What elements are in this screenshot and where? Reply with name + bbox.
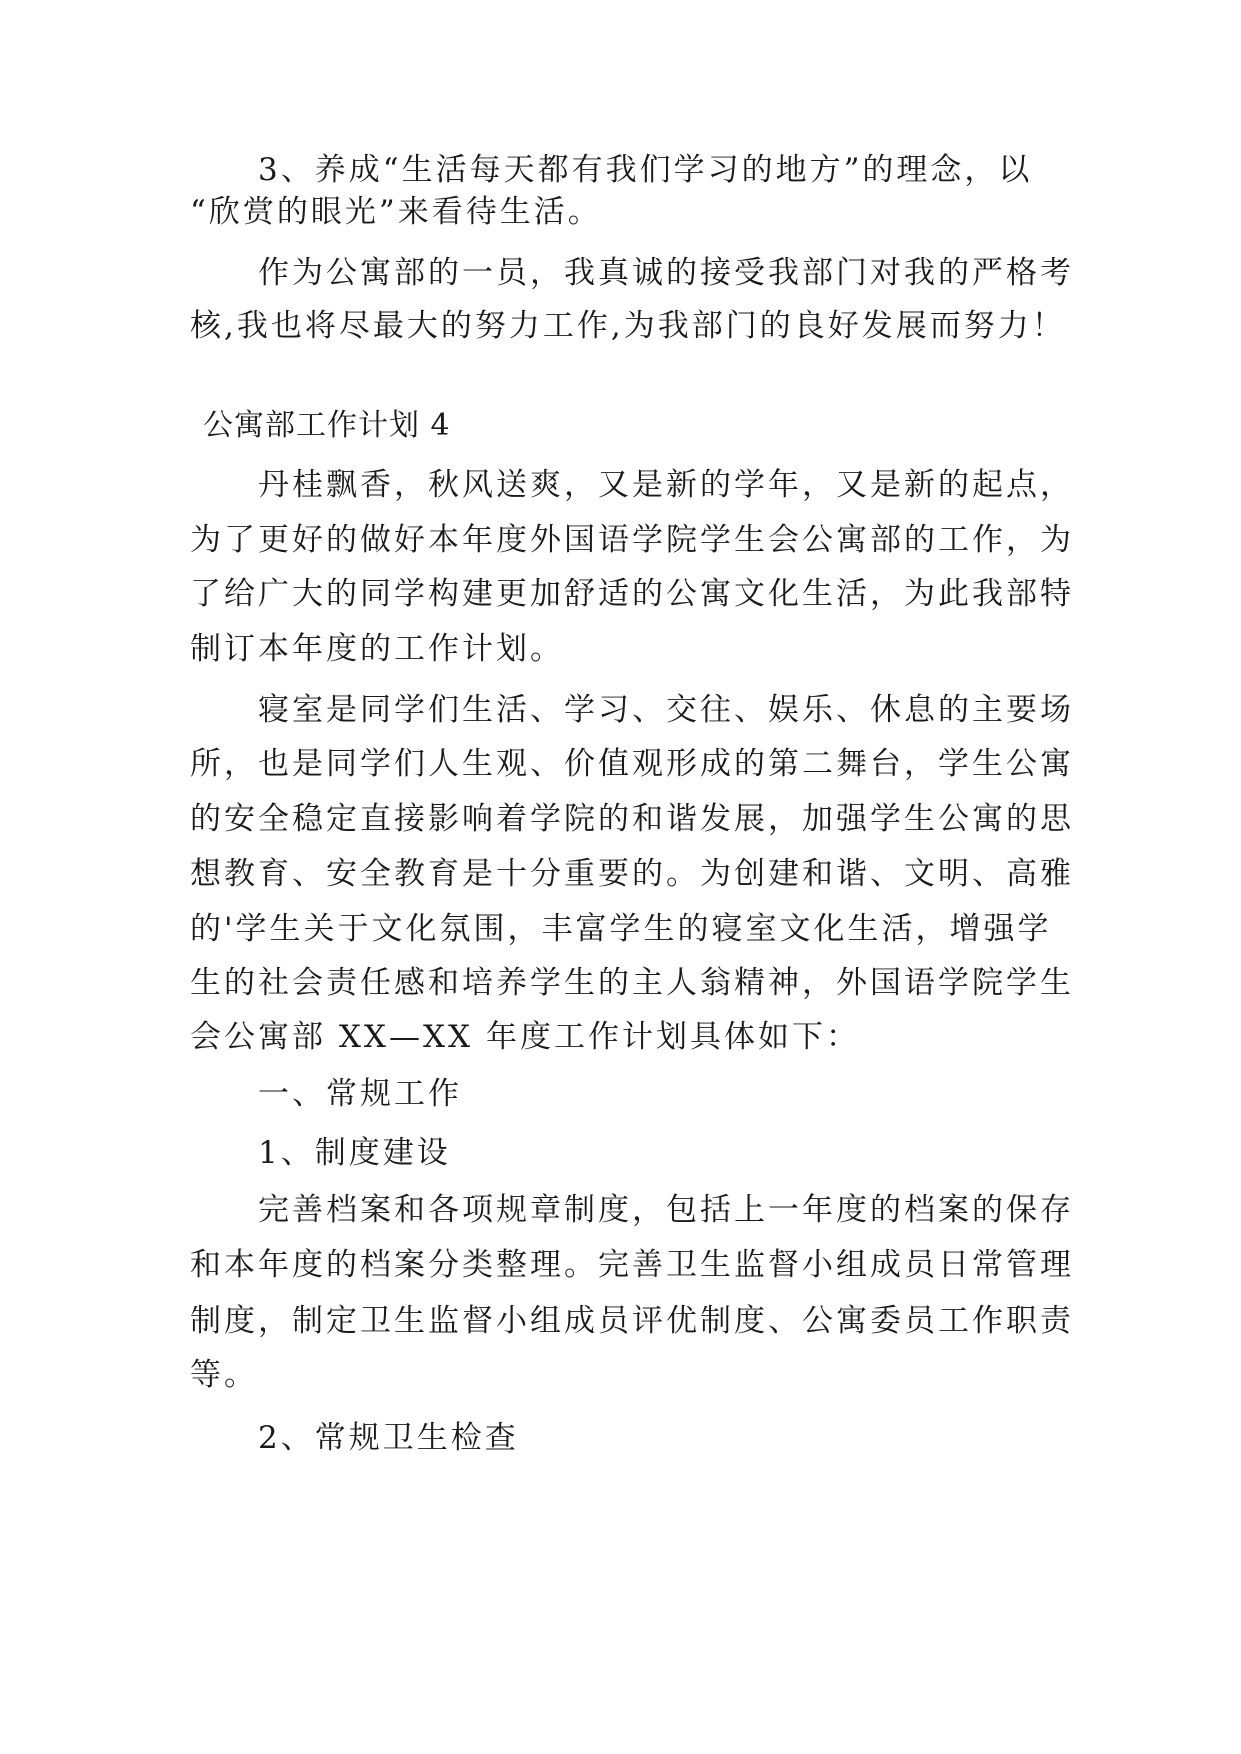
paragraph-line: 的安全稳定直接影响着学院的和谐发展，加强学生公寓的思 <box>190 801 1074 837</box>
paragraph-line: 制度，制定卫生监督小组成员评优制度、公寓委员工作职责 <box>190 1303 1074 1339</box>
paragraph-line: 1、制度建设 <box>190 1135 451 1171</box>
paragraph-line: 3、养成“生活每天都有我们学习的地方”的理念，以 <box>190 152 1033 188</box>
paragraph-line: 丹桂飘香，秋风送爽，又是新的学年，又是新的起点， <box>190 467 1074 503</box>
paragraph-line: 的'学生关于文化氛围，丰富学生的寝室文化生活，增强学 <box>190 911 1052 947</box>
paragraph-line: 寝室是同学们生活、学习、交往、娱乐、休息的主要场 <box>190 692 1074 728</box>
paragraph-line: 等。 <box>190 1357 258 1393</box>
paragraph-line: 为了更好的做好本年度外国语学院学生会公寓部的工作，为 <box>190 522 1074 558</box>
paragraph-line: 核,我也将尽最大的努力工作,为我部门的良好发展而努力！ <box>190 308 1066 344</box>
paragraph-line: 作为公寓部的一员，我真诚的接受我部门对我的严格考 <box>190 255 1074 291</box>
paragraph-line: “欣赏的眼光”来看待生活。 <box>190 194 602 230</box>
paragraph-line: 和本年度的档案分类整理。完善卫生监督小组成员日常管理 <box>190 1247 1074 1283</box>
paragraph-line: 了给广大的同学构建更加舒适的公寓文化生活，为此我部特 <box>190 576 1074 612</box>
paragraph-line: 会公寓部 XX—XX 年度工作计划具体如下： <box>190 1019 860 1055</box>
paragraph-line: 制订本年度的工作计划。 <box>190 631 564 667</box>
paragraph-line: 生的社会责任感和培养学生的主人翁精神，外国语学院学生 <box>190 965 1074 1001</box>
paragraph-line: 所，也是同学们人生观、价值观形成的第二舞台，学生公寓 <box>190 746 1074 782</box>
paragraph-line: 2、常规卫生检查 <box>190 1420 519 1456</box>
paragraph-line: 一、常规工作 <box>190 1076 462 1112</box>
paragraph-line: 完善档案和各项规章制度，包括上一年度的档案的保存 <box>190 1192 1074 1228</box>
paragraph-line: 想教育、安全教育是十分重要的。为创建和谐、文明、高雅 <box>190 856 1074 892</box>
section-heading: 公寓部工作计划 4 <box>203 408 451 443</box>
